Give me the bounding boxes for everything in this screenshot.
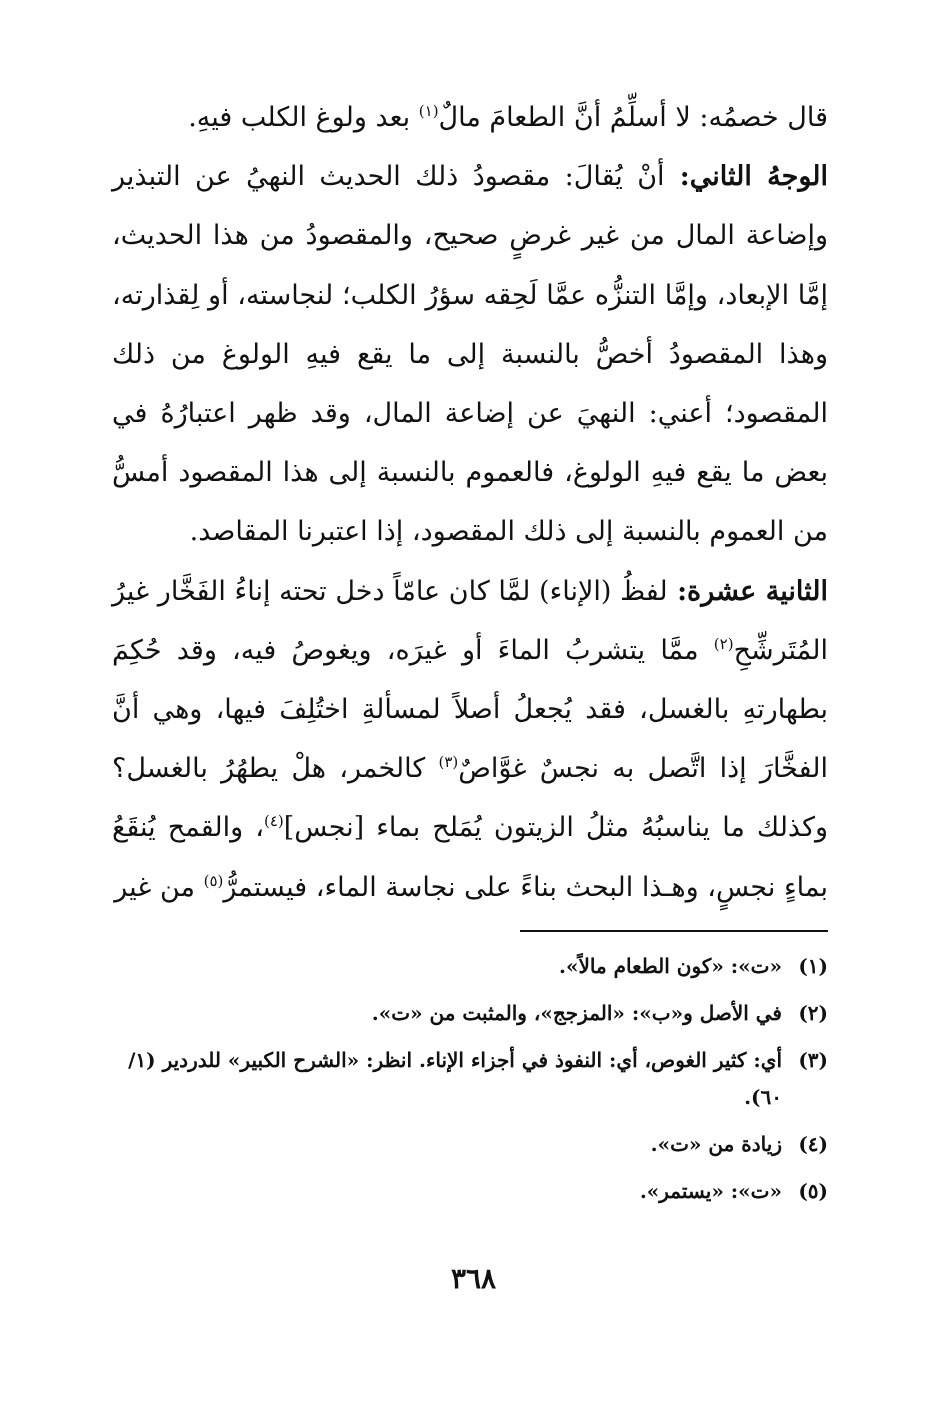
footnote-ref-4[interactable]: (٤) [263, 812, 284, 831]
footnote-text: زيادة من «ت». [650, 1132, 782, 1156]
page-number: ٣٦٨ [450, 1262, 497, 1295]
footnote-number: (٢) [798, 1001, 828, 1025]
footnote-5 [112, 1173, 828, 1210]
paragraph-3-text-3: كالخمر، هلْ يطهُرُ بالغسل؟ وكذلك ما يناسبُهُ مثلُ الزيتون يُمَلح بماء [نجس] [112, 753, 828, 844]
paragraph-2-heading: الوجهُ الثاني: [664, 161, 829, 193]
main-text [112, 88, 828, 917]
footnote-2 [112, 995, 828, 1032]
paragraph-3 [112, 562, 828, 917]
footnote-text: «ت»: «كون الطعام مالاً». [559, 954, 782, 978]
paragraph-3-heading: الثانية عشرة: [667, 575, 828, 607]
paragraph-1-tail: بعد ولوغ الكلب فيهِ. [188, 102, 419, 133]
footnote-4 [112, 1126, 828, 1163]
footnote-ref-5[interactable]: (٥) [203, 871, 224, 890]
footnote-number: (٤) [798, 1132, 828, 1156]
footnote-text: «ت»: «يستمر». [639, 1179, 782, 1203]
footnote-3 [112, 1042, 828, 1116]
paragraph-3-text-5: من غير [114, 871, 204, 903]
footnote-text: في الأصل و«ب»: «المزجج»، والمثبت من «ت». [371, 1001, 782, 1025]
footnote-ref-1[interactable]: (١) [418, 102, 439, 120]
footnote-number: (٥) [798, 1179, 828, 1203]
paragraph-3-text-1: لفظُ (الإناء) لمَّا كان عامّاً دخل تحته إناءُ الفَخَّار غيرُ المُتَرشِّحِ [112, 575, 828, 666]
footnote-divider [520, 930, 828, 932]
footnote-1 [112, 948, 828, 985]
footnote-number: (٣) [798, 1048, 828, 1072]
paragraph-2 [112, 147, 828, 561]
footnote-ref-2[interactable]: (٢) [713, 634, 734, 653]
paragraph-2-text: أنْ يُقالَ: مقصودُ ذلك الحديث النهيُ عن التبذير وإضاعة المال من غير غرضٍ صحيح، والمقصودُ من هذا الحديث، إمَّا الإبعاد، وإمَّا التنزُّه عمَّا لَحِقه سؤرُ الكلب؛ لنجاسته، أو لِقذارته، وهذا المقصودُ أخصُّ بالنسبة إلى ما يقع فيهِ الولوغ من ذلك المقصود؛ أعني: النهيَ عن إضاعة المال، وقد ظهر اعتبارُهُ في بعض ما يقع فيهِ الولوغ، فالعموم بالنسبة إلى هذا المقصود أمسُّ من العموم بالنسبة إلى ذلك المقصود، إذا اعتبرنا المقاصد. [112, 161, 828, 548]
footnote-number: (١) [798, 954, 828, 978]
footnote-text: أي: كثير الغوص، أي: النفوذ في أجزاء الإناء. انظر: «الشرح الكبير» للدردير (١/ ٦٠). [128, 1048, 782, 1109]
footnote-ref-3[interactable]: (٣) [438, 753, 459, 772]
paragraph-3-text-2: ممَّا يتشربُ الماءَ أو غيرَه، ويغوصُ فيه، وقد حُكِمَ بطهارتهِ بالغسل، فقد يُجعلُ أصلاً لمسألةِ اختُلِفَ فيها، وهي أنَّ الفخَّارَ إذا اتَّصل به نجسٌ غوَّاصٌ [112, 634, 828, 785]
footnotes [112, 948, 828, 1220]
paragraph-3-text-4: ، والقمح يُنقَعُ بماءٍ نجسٍ، وهـذا البحث بناءً على نجاسة الماء، فيستمرُّ [112, 812, 828, 903]
paragraph-1-text: قال خصمُه: لا أسلِّمُ أنَّ الطعامَ مالٌ [438, 102, 828, 133]
paragraph-1 [112, 88, 828, 147]
